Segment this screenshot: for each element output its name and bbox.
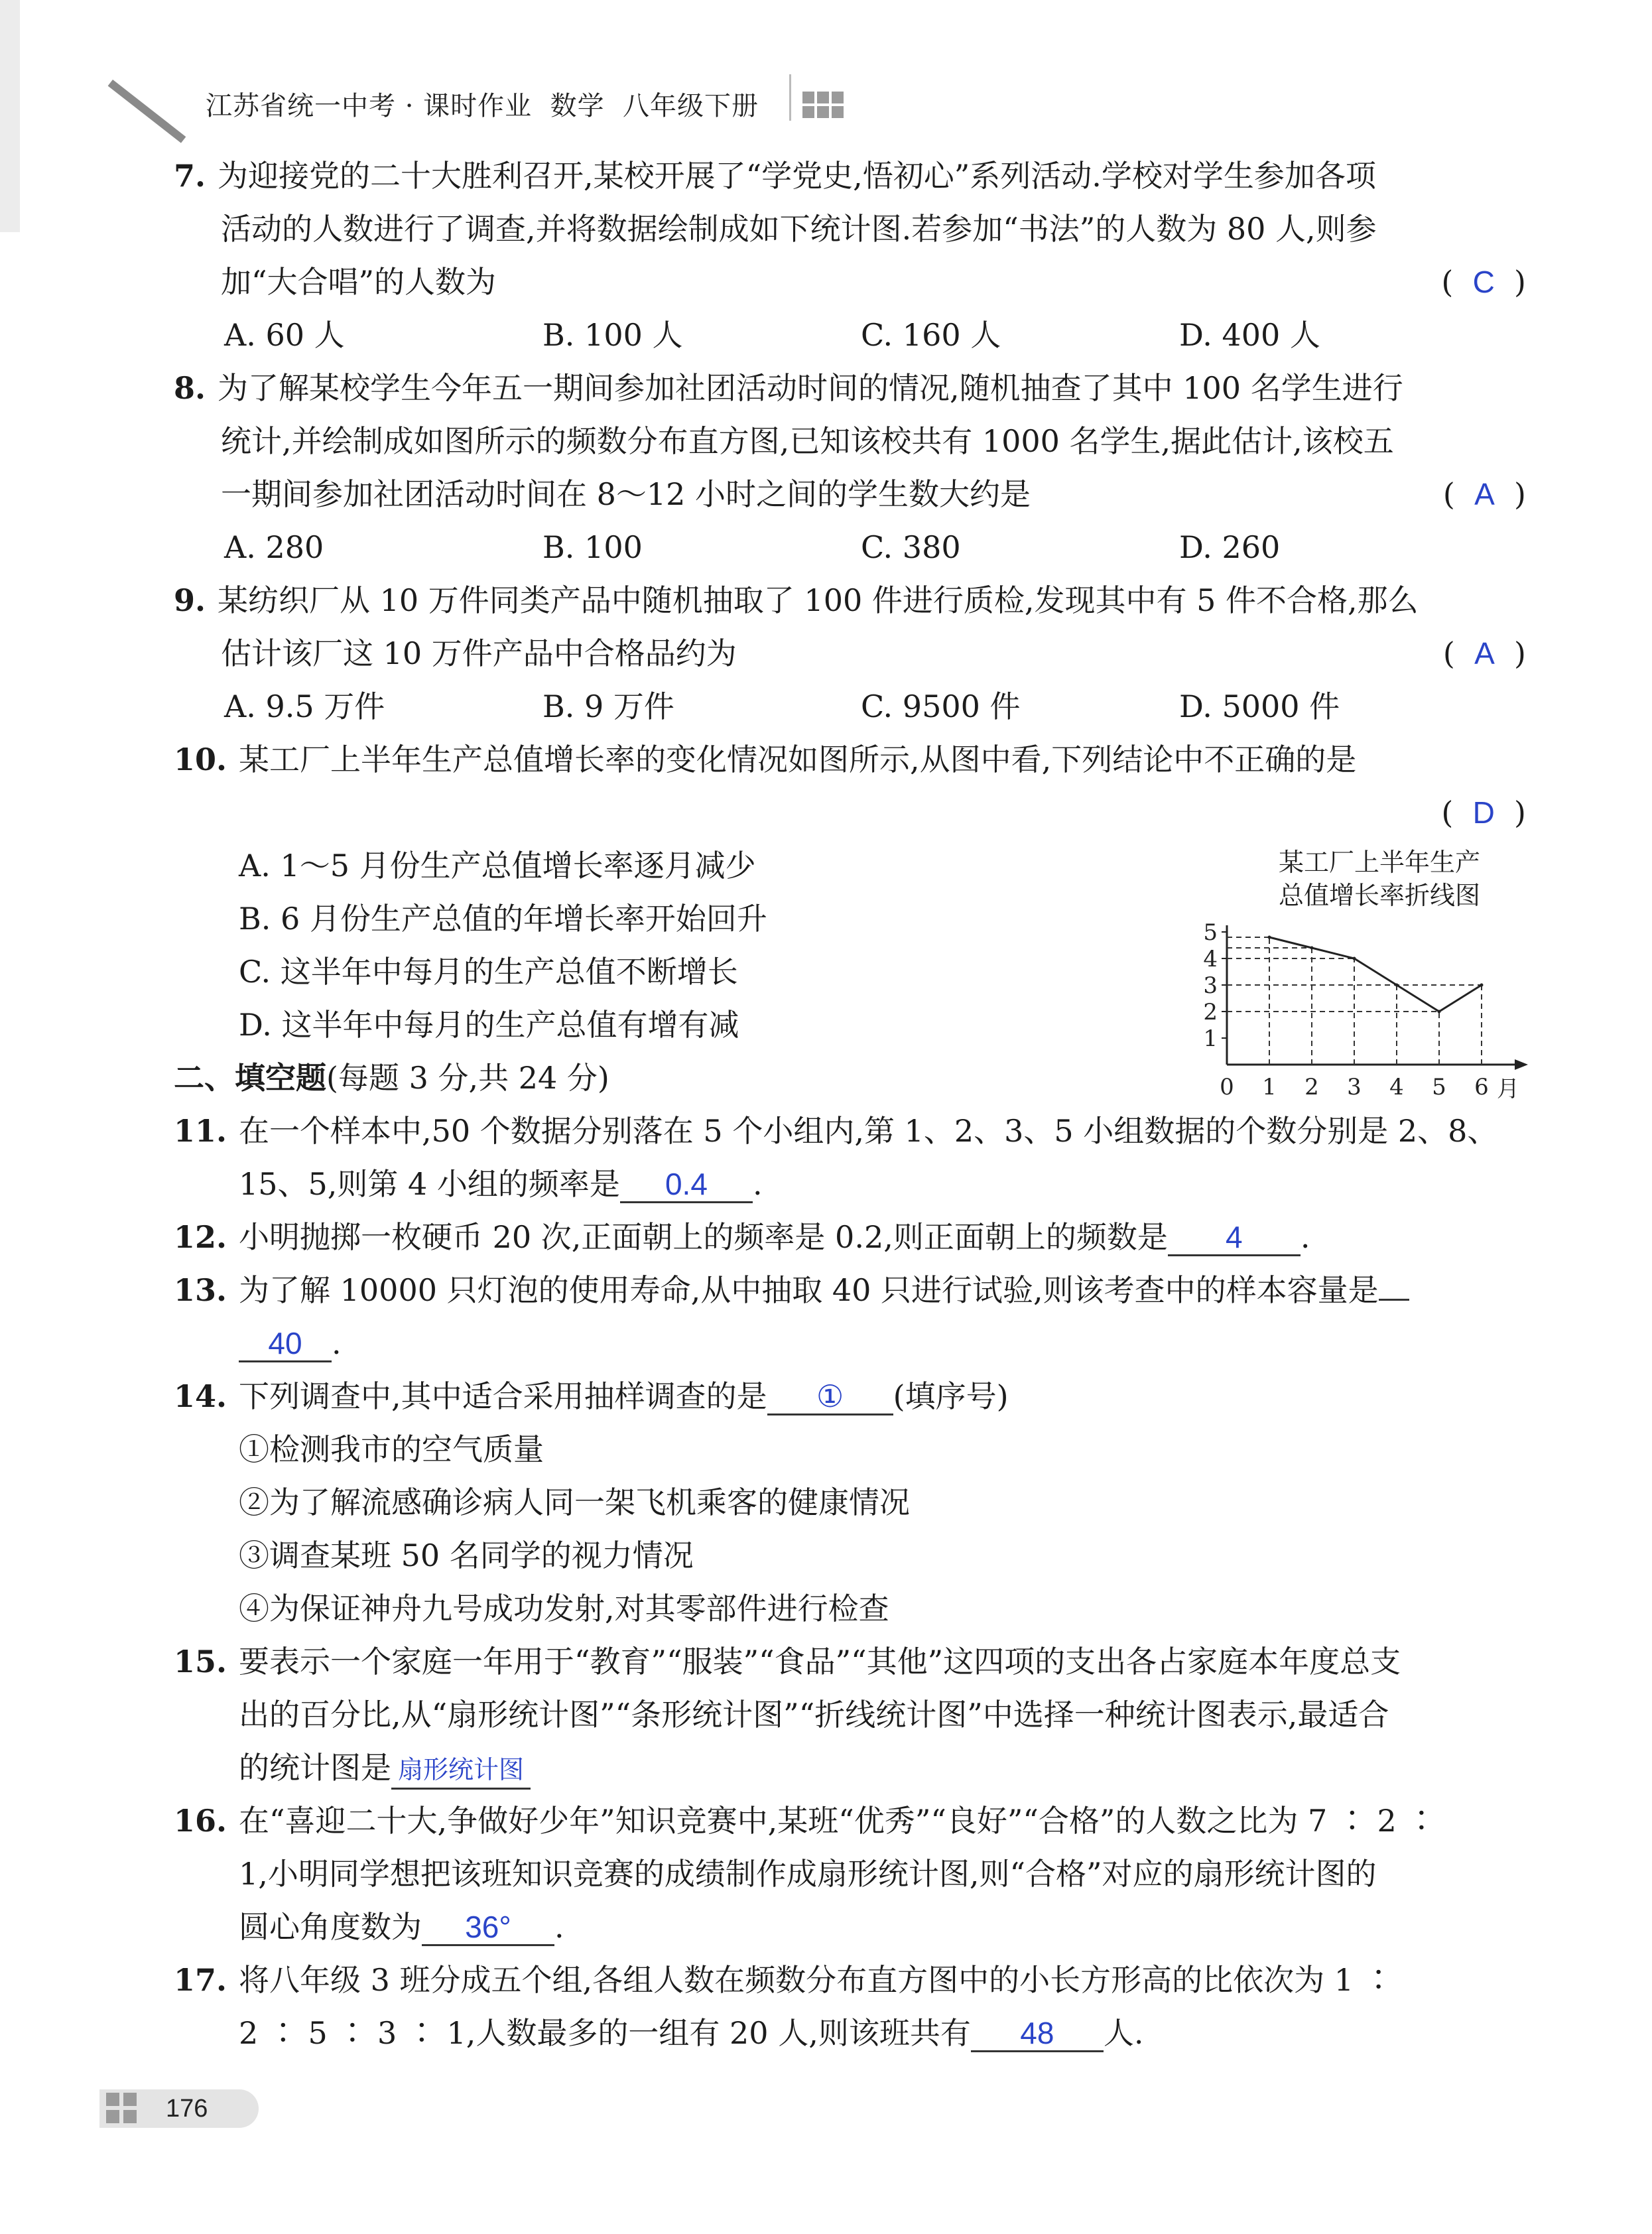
question-number: 10. xyxy=(174,742,227,777)
question-number: 15. xyxy=(174,1644,227,1679)
question-text: 一期间参加社团活动时间在 8～12 小时之间的学生数大约是 xyxy=(221,476,1031,512)
answer-choice: D xyxy=(1472,795,1495,830)
question-number: 17. xyxy=(174,1962,227,1998)
answer-paren: ( D ) xyxy=(1441,795,1526,830)
page-edge-band xyxy=(0,0,20,232)
section-title: 二、填空题 xyxy=(174,1060,326,1096)
question-text: 在一个样本中,50 个数据分别落在 5 个小组内,第 1、2、3、5 小组数据的个数分别是 2、8、 xyxy=(239,1113,1498,1149)
option-d: D. 260 xyxy=(1179,529,1281,565)
question-text: 某纺织厂从 10 万件同类产品中随机抽取了 100 件进行质检,发现其中有 5 件不合格,那么 xyxy=(218,582,1419,618)
answer-paren: ( C ) xyxy=(1441,264,1526,300)
option-b: B. 9 万件 xyxy=(542,689,674,724)
question-text xyxy=(239,1157,763,1211)
question-13 xyxy=(174,1264,1527,1317)
list-item: ①检测我市的空气质量 xyxy=(239,1431,544,1467)
option-c: C. 这半年中每月的生产总值不断增长 xyxy=(239,954,738,990)
header-divider xyxy=(789,74,791,121)
option-b: B. 100 人 xyxy=(542,317,683,353)
question-17 xyxy=(174,1953,1527,2006)
data-point xyxy=(1480,984,1484,987)
question-number: 16. xyxy=(174,1803,227,1839)
answer-blank: 扇形统计图 xyxy=(391,1753,531,1790)
answer-blank: 40 xyxy=(239,1326,332,1362)
question-text-part: 15、5,则第 4 小组的频率是 xyxy=(239,1166,620,1202)
option-a: A. 9.5 万件 xyxy=(224,689,385,724)
x-tick-label: 5 xyxy=(1432,1074,1446,1100)
list-item: ③调查某班 50 名同学的视力情况 xyxy=(239,1538,694,1573)
question-text-part: 人. xyxy=(1103,2015,1144,2051)
header-decoration xyxy=(108,80,186,143)
answer-paren: ( A ) xyxy=(1442,476,1526,512)
question-text xyxy=(239,1900,564,1953)
x-tick-label: 4 xyxy=(1389,1074,1404,1100)
y-tick-label: 3 xyxy=(1203,972,1218,999)
page-number: 176 xyxy=(166,2095,208,2123)
question-number: 7. xyxy=(174,158,206,194)
line-chart xyxy=(1187,895,1532,1108)
question-9 xyxy=(174,574,1527,627)
question-7 xyxy=(174,149,1527,202)
option-d: D. 这半年中每月的生产总值有增有减 xyxy=(239,1007,739,1043)
chart-title-line: 某工厂上半年生产 xyxy=(1278,848,1480,877)
question-14 xyxy=(174,1370,1527,1423)
question-text: 某工厂上半年生产总值增长率的变化情况如图所示,从图中看,下列结论中不正确的是 xyxy=(239,742,1357,777)
answer-blank: ① xyxy=(767,1379,893,1415)
answer-choice: C xyxy=(1472,265,1495,299)
question-text: 活动的人数进行了调查,并将数据绘制成如下统计图.若参加“书法”的人数为 80 人,则参 xyxy=(221,211,1377,247)
y-tick-label: 2 xyxy=(1203,999,1218,1025)
option-d: D. 5000 件 xyxy=(1179,689,1340,724)
section-heading xyxy=(174,1051,609,1104)
question-number: 11. xyxy=(174,1113,227,1149)
question-number: 12. xyxy=(174,1219,227,1255)
answer-blank-start xyxy=(1379,1299,1409,1301)
list-item: ④为保证神舟九号成功发射,对其零部件进行检查 xyxy=(239,1591,889,1626)
y-tick-label: 4 xyxy=(1203,946,1218,972)
question-text: 将八年级 3 班分成五个组,各组人数在频数分布直方图中的小长方形高的比依次为 1 ∶ xyxy=(239,1962,1394,1998)
question-12 xyxy=(174,1211,1527,1264)
y-tick-label: 5 xyxy=(1203,919,1218,946)
question-text-part: . xyxy=(1300,1219,1310,1255)
question-text-part: 2 ∶ 5 ∶ 3 ∶ 1,人数最多的一组有 20 人,则该班共有 xyxy=(239,2015,971,2051)
x-tick-label: 6 xyxy=(1474,1074,1489,1100)
question-15 xyxy=(174,1635,1527,1688)
answer-blank: 36° xyxy=(422,1910,554,1946)
question-text: 为了解 10000 只灯泡的使用寿命,从中抽取 40 只进行试验,则该考查中的样本容量是 xyxy=(239,1272,1379,1308)
question-text-part: 圆心角度数为 xyxy=(239,1909,422,1945)
chart-title-line: 总值增长率折线图 xyxy=(1278,881,1480,910)
option-a: A. 60 人 xyxy=(224,317,345,353)
x-tick-label: 3 xyxy=(1347,1074,1362,1100)
x-tick-label: 1 xyxy=(1262,1074,1277,1100)
question-text: 估计该厂这 10 万件产品中合格品约为 xyxy=(221,635,737,671)
question-text: 统计,并绘制成如图所示的频数分布直方图,已知该校共有 1000 名学生,据此估计,该校五 xyxy=(221,423,1394,459)
x-axis-label: 月 xyxy=(1497,1076,1519,1102)
question-text: 小明抛掷一枚硬币 20 次,正面朝上的频率是 0.2,则正面朝上的频数是 xyxy=(239,1219,1168,1255)
origin-label: 0 xyxy=(1220,1074,1234,1100)
question-text: 下列调查中,其中适合采用抽样调查的是 xyxy=(239,1378,767,1414)
x-axis-arrow xyxy=(1515,1059,1528,1070)
question-text: 在“喜迎二十大,争做好少年”知识竞赛中,某班“优秀”“良好”“合格”的人数之比为 7 ∶ 2 ∶ xyxy=(239,1803,1437,1839)
question-text: 加“大合唱”的人数为 xyxy=(221,264,497,300)
list-item: ②为了解流感确诊病人同一架飞机乘客的健康情况 xyxy=(239,1484,910,1520)
question-number: 8. xyxy=(174,370,206,406)
question-text xyxy=(239,2006,1143,2060)
question-number: 13. xyxy=(174,1272,227,1308)
x-tick-label: 2 xyxy=(1304,1074,1319,1100)
answer-blank: 4 xyxy=(1168,1220,1301,1256)
answer-blank: 0.4 xyxy=(620,1167,753,1203)
option-c: C. 160 人 xyxy=(861,317,1001,353)
question-text: 为了解某校学生今年五一期间参加社团活动时间的情况,随机抽查了其中 100 名学生进行 xyxy=(218,370,1403,406)
question-text-part: . xyxy=(752,1166,763,1202)
answer-choice: A xyxy=(1474,477,1495,511)
question-number: 14. xyxy=(174,1378,227,1414)
option-c: C. 9500 件 xyxy=(861,689,1021,724)
data-point xyxy=(1268,936,1271,939)
section-note: (每题 3 分,共 24 分) xyxy=(326,1060,609,1096)
answer-choice: A xyxy=(1474,636,1495,671)
question-text-part: . xyxy=(332,1325,342,1361)
question-text: 要表示一个家庭一年用于“教育”“服装”“食品”“其他”这四项的支出各占家庭本年度总支 xyxy=(239,1644,1401,1679)
question-number: 9. xyxy=(174,582,206,618)
question-16 xyxy=(174,1794,1527,1847)
question-text: 为迎接党的二十大胜利召开,某校开展了“学党史,悟初心”系列活动.学校对学生参加各项 xyxy=(218,158,1376,194)
option-b: B. 6 月份生产总值的年增长率开始回升 xyxy=(239,901,767,937)
data-point xyxy=(1310,947,1314,950)
answer-paren: ( A ) xyxy=(1442,635,1526,671)
question-text-part: (填序号) xyxy=(893,1378,1009,1414)
y-tick-label: 1 xyxy=(1203,1025,1218,1052)
question-11 xyxy=(174,1104,1527,1157)
question-text-part: . xyxy=(554,1909,564,1945)
option-d: D. 400 人 xyxy=(1179,317,1320,353)
question-text xyxy=(239,1741,531,1794)
data-point xyxy=(1395,984,1399,987)
question-text-part: 的统计图是 xyxy=(239,1750,391,1786)
header-squares-icon xyxy=(802,92,856,121)
option-c: C. 380 xyxy=(861,529,961,565)
question-10 xyxy=(174,733,1527,786)
answer-blank: 48 xyxy=(971,2016,1104,2052)
option-a: A. 1～5 月份生产总值增长率逐月减少 xyxy=(239,848,756,884)
page-header-title: 江苏省统一中考 · 课时作业 数学 八年级下册 xyxy=(206,91,759,121)
question-text: 出的百分比,从“扇形统计图”“条形统计图”“折线统计图”中选择一种统计图表示,最适合 xyxy=(239,1697,1389,1733)
option-a: A. 280 xyxy=(224,529,324,565)
footer-squares-icon xyxy=(106,2093,146,2126)
data-point xyxy=(1438,1010,1441,1014)
question-text: 1,小明同学想把该班知识竞赛的成绩制作成扇形统计图,则“合格”对应的扇形统计图的 xyxy=(239,1856,1377,1892)
question-text xyxy=(239,1317,342,1370)
data-point xyxy=(1353,957,1356,960)
option-b: B. 100 xyxy=(542,529,643,565)
question-8 xyxy=(174,361,1527,415)
